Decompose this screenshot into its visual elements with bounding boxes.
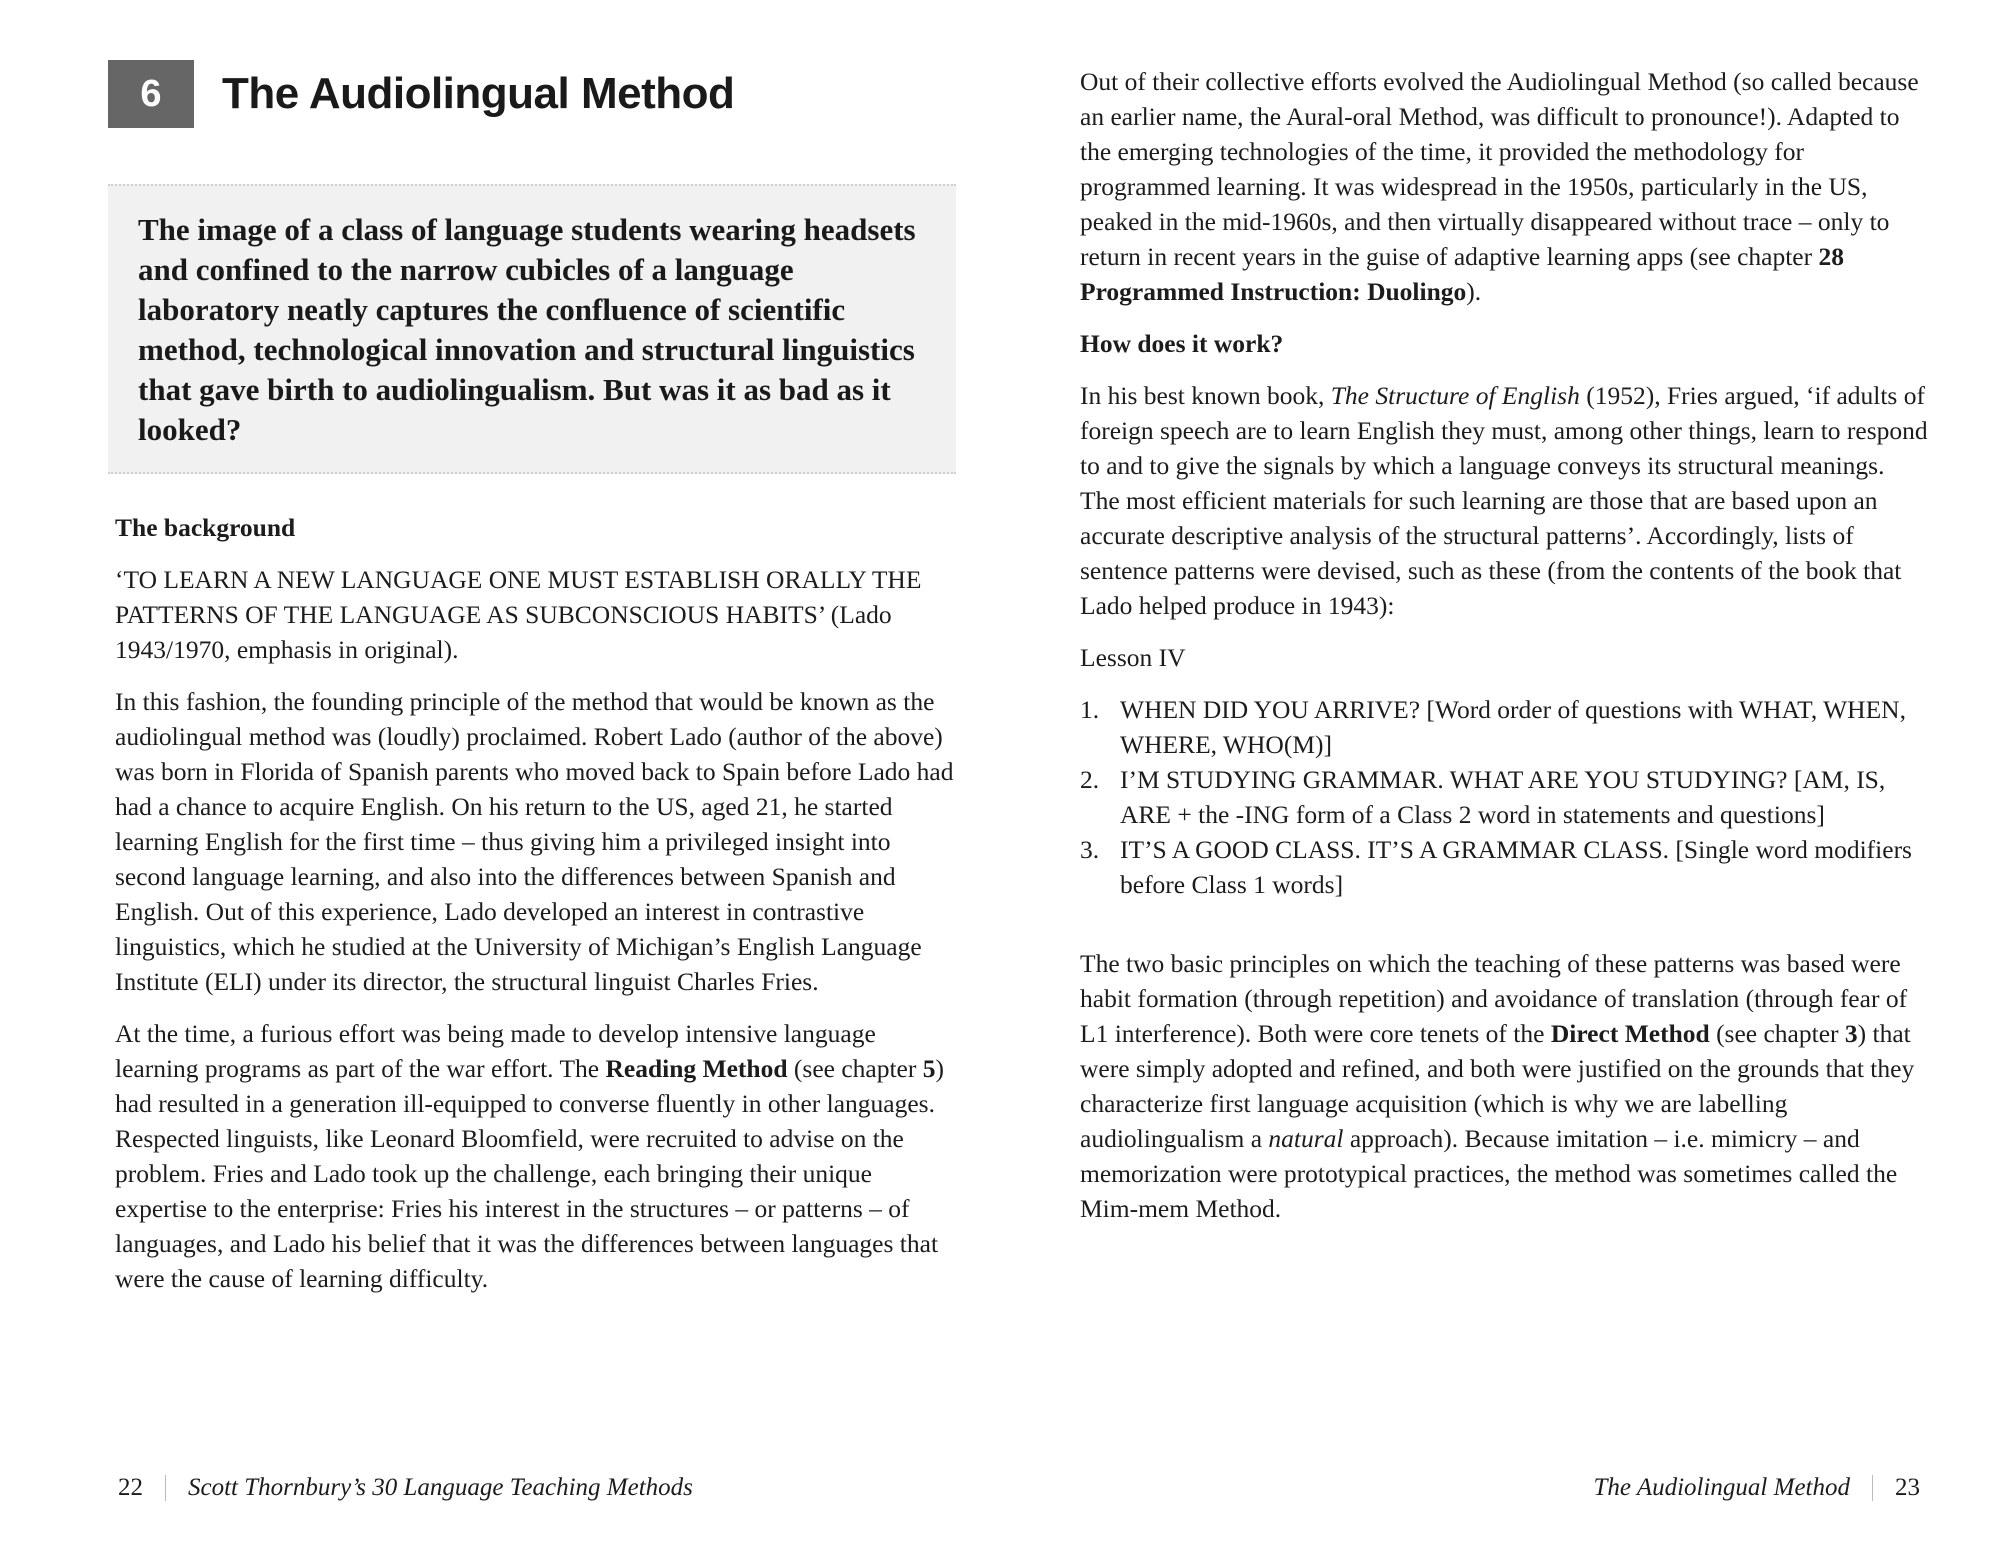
chapter-ref-5: 5 — [922, 1054, 936, 1083]
lado-quote: ‘TO LEARN A NEW LANGUAGE ONE MUST ESTABLISH ORALLY THE PATTERNS OF THE LANGUAGE AS SUBCONSCIOUS HABITS’ (Lado 1943/1970, emphasis in original). — [115, 565, 922, 664]
direct-method-term: Direct Method — [1550, 1019, 1710, 1048]
reading-method-term: Reading Method — [605, 1054, 788, 1083]
background-heading: The background — [115, 513, 296, 542]
lesson-label: Lesson IV — [1080, 643, 1186, 672]
footer-divider — [165, 1475, 166, 1501]
intro-text: The image of a class of language students wearing headsets and confined to the narrow cubicles of a language laboratory neatly captures the confluence of scientific method, technological innovation and structural linguistics that gave birth to audiolingualism. But was it as bad as it looked? — [138, 212, 916, 447]
book-title: Scott Thornbury’s 30 Language Teaching Methods — [188, 1474, 693, 1501]
right-column — [1080, 64, 1930, 1243]
left-column — [115, 510, 965, 1313]
chapter-ref-28: 28 Programmed Instruction: Duolingo — [1080, 242, 1844, 306]
right-page — [1000, 0, 2000, 1553]
paragraph-lado: In this fashion, the founding principle of the method that would be known as the audiolingual method was (loudly) proclaimed. Robert Lado (author of the above) was born in Florida of Spanish parents who moved back to Spain before Lado had had a chance to acquire English. On his return to the US, aged 21, he started learning English for the first time – thus giving him a privileged insight into second language learning, and also into the differences between Spanish and English. Out of this experience, Lado developed an interest in contrastive linguistics, which he studied at the University of Michigan’s English Language Institute (ELI) under its director, the structural linguist Charles Fries. — [115, 687, 954, 996]
chapter-title: The Audiolingual Method — [222, 69, 735, 118]
chapter-number: 6 — [108, 60, 194, 128]
book-citation: The Structure of English — [1330, 381, 1580, 410]
list-item: 3. IT’S A GOOD CLASS. IT’S A GRAMMAR CLASS. [Single word modifiers before Class 1 words] — [1080, 835, 1912, 899]
page-number-left: 22 — [118, 1474, 143, 1501]
paragraph-evolution: Out of their collective efforts evolved the Audiolingual Method (so called because an earlier name, the Aural-oral Method, was difficult to pronounce!). Adapted to the emerging technologies of the time, it provided the methodology for programmed learning. It was widespread in the 1950s, particularly in the US, peaked in the mid-1960s, and then virtually disappeared without trace – only to return in recent years in the guise of adaptive learning apps (see chapter 28 Programmed Instruction: Duolingo). — [1080, 67, 1919, 306]
footer-divider — [1872, 1475, 1873, 1501]
chapter-running-title: The Audiolingual Method — [1593, 1474, 1850, 1501]
chapter-header — [108, 60, 734, 128]
list-item: 1. WHEN DID YOU ARRIVE? [Word order of questions with WHAT, WHEN, WHERE, WHO(M)] — [1080, 695, 1906, 759]
paragraph-fries: In his best known book, The Structure of English (1952), Fries argued, ‘if adults of foreign speech are to learn English they must, among other things, learn to respond to and to give the signals by which a language conveys its structural meanings. The most efficient materials for such learning are those that are based upon an accurate descriptive analysis of the structural patterns’. Accordingly, lists of sentence patterns were devised, such as these (from the contents of the book that Lado helped produce in 1943): — [1080, 381, 1928, 620]
natural-term: natural — [1268, 1124, 1344, 1153]
list-item: 2. I’M STUDYING GRAMMAR. WHAT ARE YOU STUDYING? [AM, IS, ARE + the -ING form of a Class 2 word in statements and questions] — [1080, 765, 1886, 829]
intro-box — [108, 184, 956, 474]
pattern-list — [1080, 692, 1930, 902]
paragraph-principles: The two basic principles on which the teaching of these patterns was based were habit formation (through repetition) and avoidance of translation (through fear of L1 interference). Both were core tenets of the Direct Method (see chapter 3) that were simply adopted and refined, and both were justified on the grounds that they characterize first language acquisition (which is why we are labelling audiolingualism a natural approach). Because imitation – i.e. mimicry – and memorization were prototypical practices, the method was sometimes called the Mim-mem Method. — [1080, 949, 1915, 1223]
how-heading: How does it work? — [1080, 329, 1284, 358]
left-footer — [118, 1474, 693, 1502]
paragraph-war-effort: At the time, a furious effort was being made to develop intensive language learning programs as part of the war effort. The Reading Method (see chapter 5) had resulted in a generation ill-equipped to converse fluently in other languages. Respected linguists, like Leonard Bloomfield, were recruited to advise on the problem. Fries and Lado took up the challenge, each bringing their unique expertise to the enterprise: Fries his interest in the structures – or patterns – of languages, and Lado his belief that it was the differences between languages that were the cause of learning difficulty. — [115, 1019, 944, 1293]
chapter-ref-3: 3 — [1844, 1019, 1858, 1048]
page-number-right: 23 — [1895, 1474, 1920, 1501]
right-footer — [1594, 1474, 1920, 1502]
